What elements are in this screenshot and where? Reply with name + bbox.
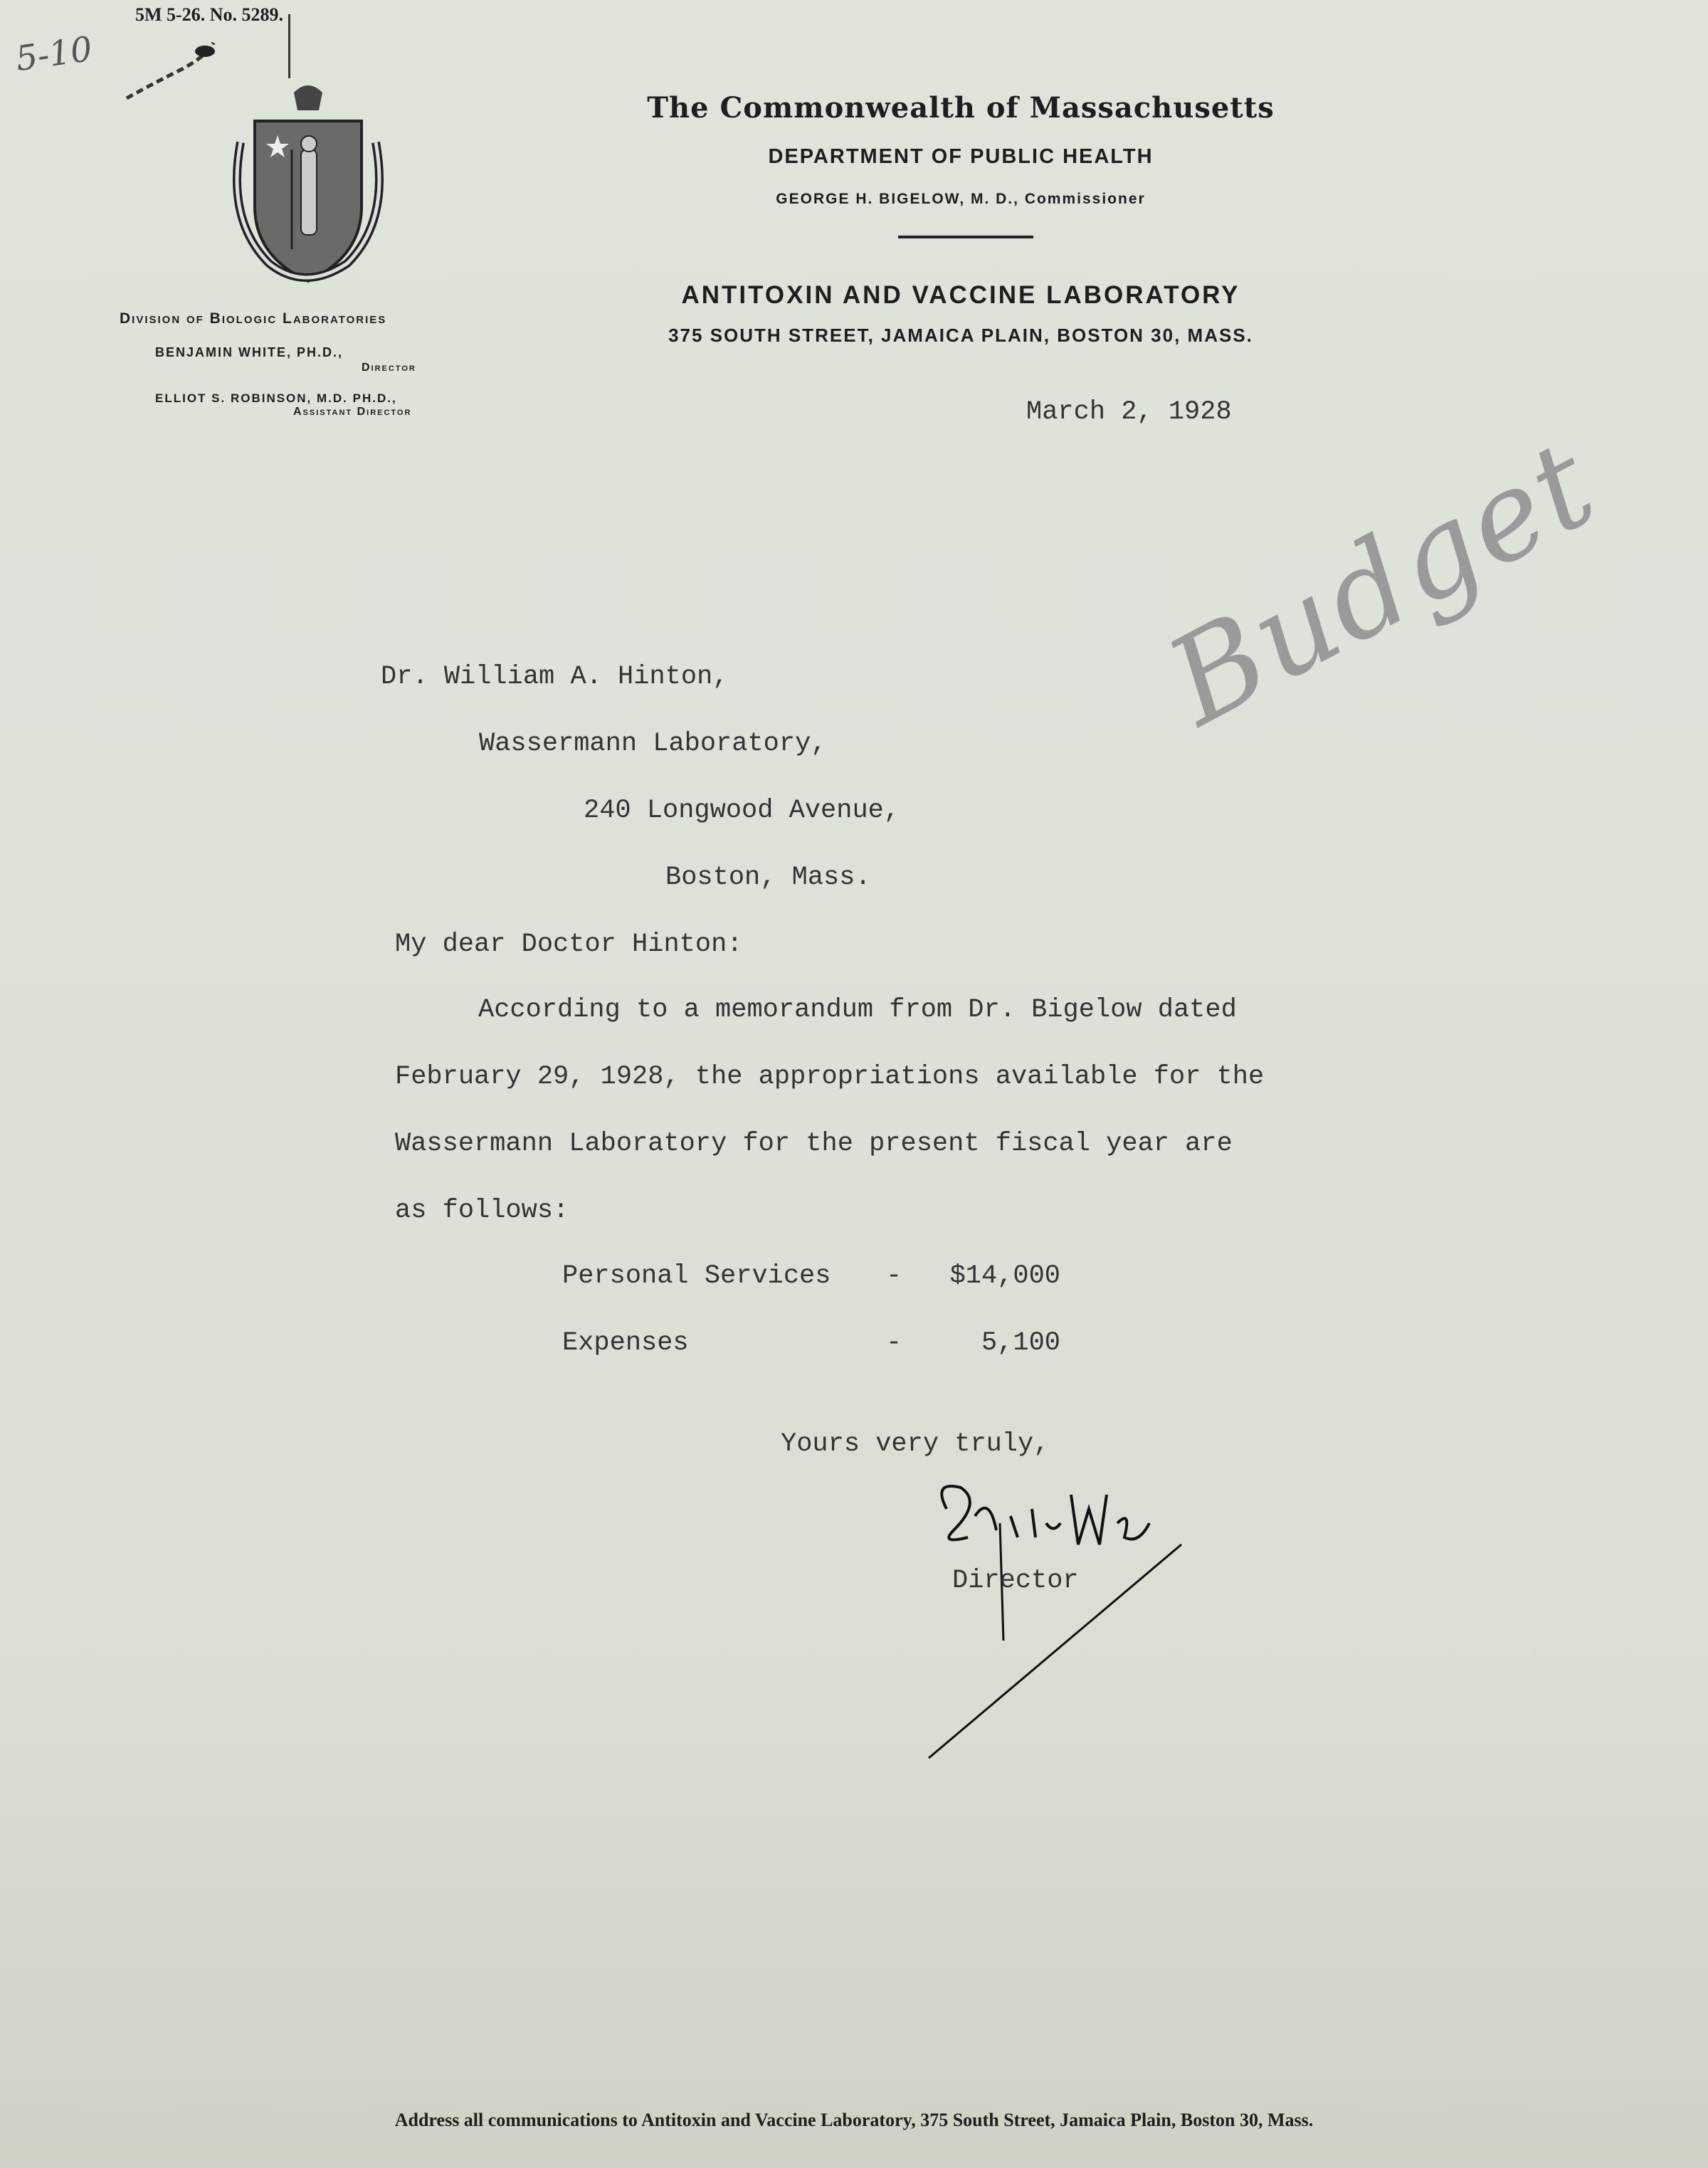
pen-mark bbox=[288, 14, 290, 78]
print-code: 5M 5-26. No. 5289. bbox=[135, 4, 283, 25]
appropriation-dash: - bbox=[886, 1261, 902, 1291]
assistant-director-title: Assistant Director bbox=[293, 406, 412, 418]
handwritten-budget-note: Budget bbox=[1146, 413, 1618, 753]
body-line: as follows: bbox=[395, 1196, 569, 1226]
appropriation-amount: $14,000 bbox=[949, 1261, 1060, 1291]
department-name: DEPARTMENT OF PUBLIC HEALTH bbox=[768, 145, 1154, 168]
signature-icon bbox=[918, 1466, 1188, 1765]
closing: Yours very truly, bbox=[781, 1429, 1050, 1459]
salutation: My dear Doctor Hinton: bbox=[395, 930, 743, 959]
appropriation-amount: 5,100 bbox=[981, 1328, 1060, 1358]
appropriation-label: Personal Services bbox=[562, 1261, 831, 1291]
laboratory-address: 375 SOUTH STREET, JAMAICA PLAIN, BOSTON 30, MASS. bbox=[668, 325, 1253, 346]
handwritten-number: 5-10 bbox=[13, 28, 95, 80]
recipient-line: Wassermann Laboratory, bbox=[479, 729, 827, 759]
body-line: Wassermann Laboratory for the present fiscal year are bbox=[395, 1129, 1233, 1159]
recipient-line: 240 Longwood Avenue, bbox=[584, 796, 900, 826]
footer-address: Address all communications to Antitoxin and Vaccine Laboratory, 375 South Street, Jamaica Plain, Boston 30, Mass. bbox=[394, 2110, 1314, 2130]
appropriation-dash: - bbox=[886, 1328, 902, 1358]
divider-rule bbox=[898, 236, 1033, 238]
division-name: Division of Biologic Laboratories bbox=[120, 310, 387, 327]
director-name: BENJAMIN WHITE, PH.D., bbox=[155, 345, 344, 359]
body-line: According to a memorandum from Dr. Bigelow dated bbox=[478, 995, 1237, 1025]
body-line: February 29, 1928, the appropriations available for the bbox=[395, 1062, 1265, 1092]
signer-title: Director bbox=[952, 1566, 1079, 1596]
letter-date: March 2, 1928 bbox=[1026, 397, 1232, 427]
laboratory-name: ANTITOXIN AND VACCINE LABORATORY bbox=[681, 281, 1240, 309]
director-title: Director bbox=[362, 362, 416, 374]
appropriation-label: Expenses bbox=[562, 1328, 689, 1358]
recipient-line: Dr. William A. Hinton, bbox=[381, 662, 729, 692]
recipient-line: Boston, Mass. bbox=[665, 863, 871, 893]
massachusetts-seal-icon bbox=[226, 78, 390, 292]
commissioner-line: GEORGE H. BIGELOW, M. D., Commissioner bbox=[776, 191, 1146, 207]
assistant-director-name: ELLIOT S. ROBINSON, M.D. PH.D., bbox=[155, 391, 397, 405]
ink-smudge-icon bbox=[121, 36, 221, 107]
commonwealth-heading: The Commonwealth of Massachusetts bbox=[647, 91, 1275, 125]
